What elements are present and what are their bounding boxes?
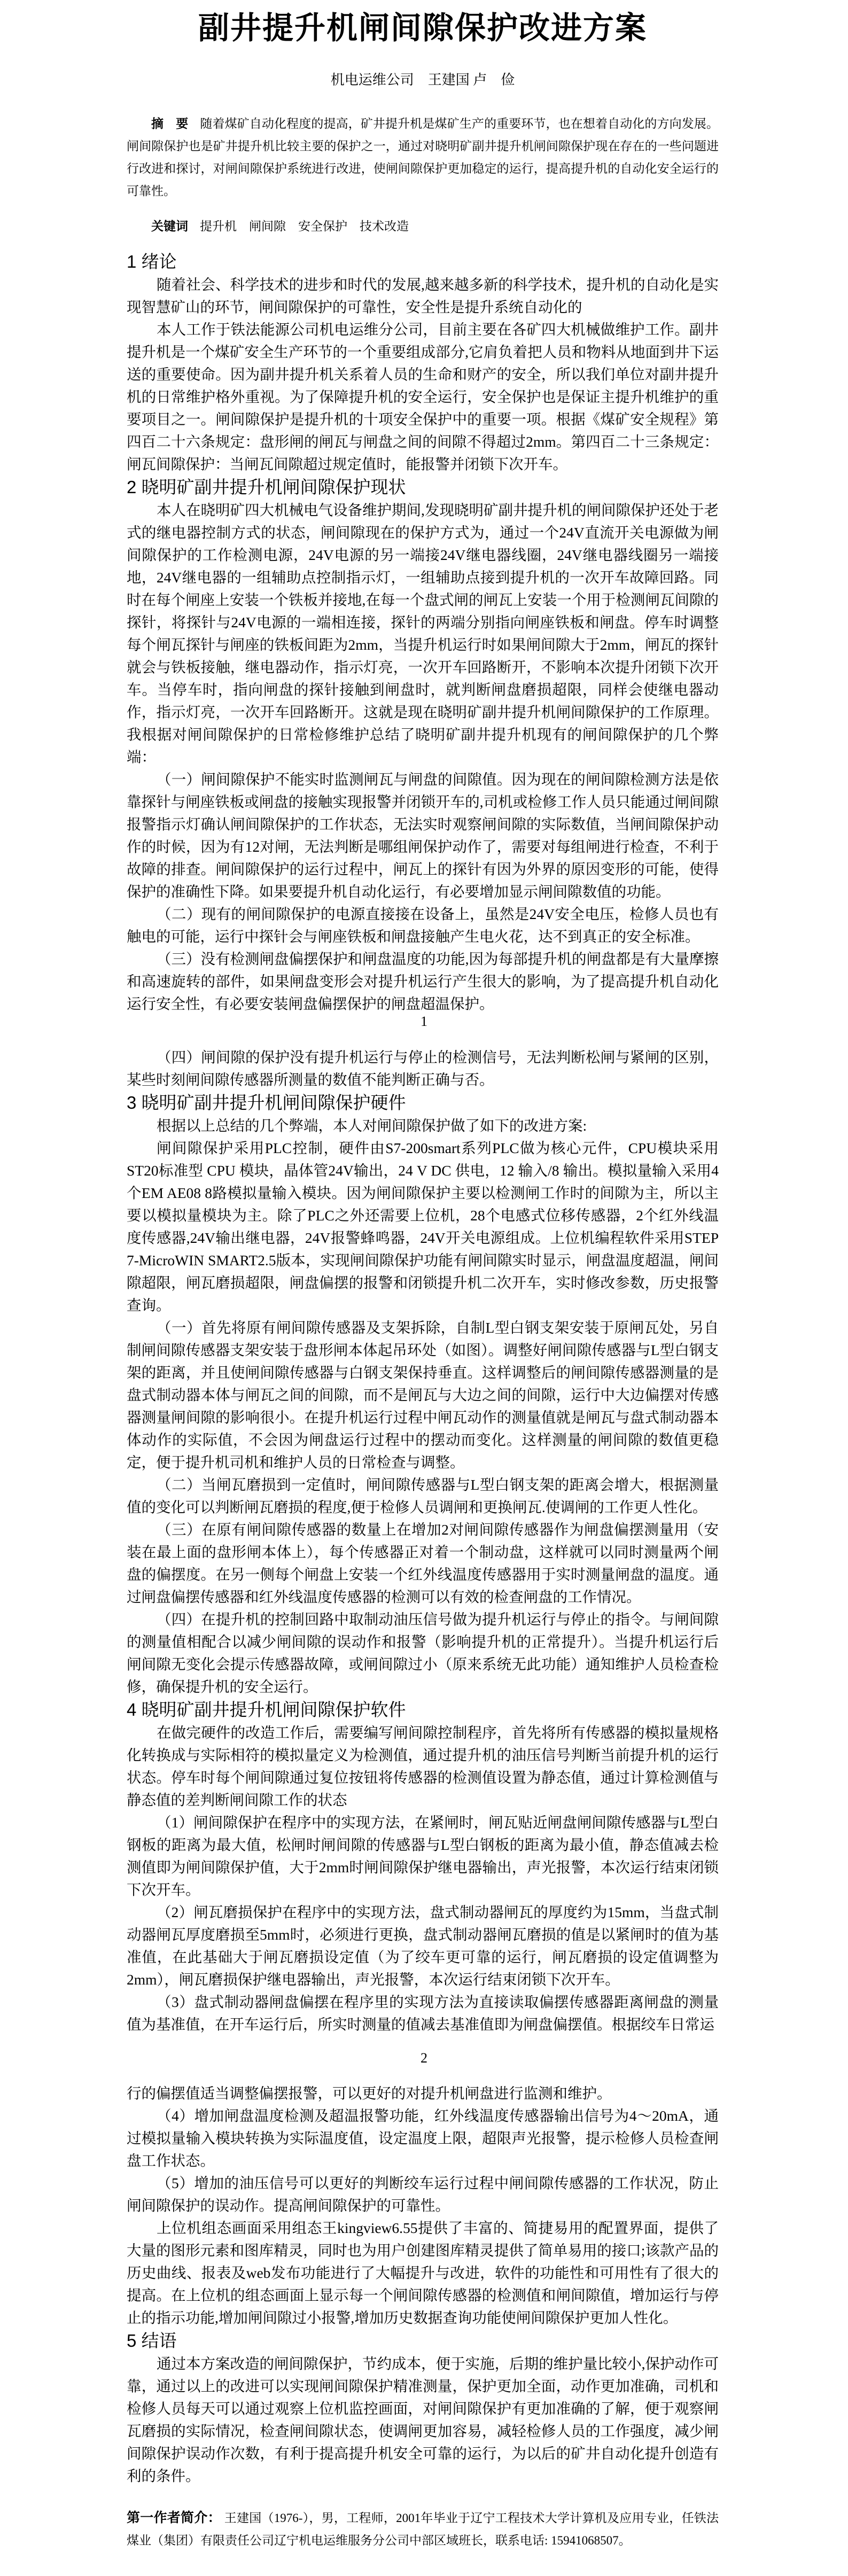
section-heading-2-status: 2 晓明矿副井提升机闸间隙保护现状 bbox=[127, 477, 406, 497]
paragraph: （二）当闸瓦磨损到一定值时，闸间隙传感器与L型白钢支架的距离会增大，根据测量值的变化可以判断闸瓦磨损的程度,便于检修人员调闸和更换闸瓦.使调闸的工作更人性化。 bbox=[127, 1476, 719, 1515]
paragraph: （三）没有检测闸盘偏摆保护和闸盘温度的功能,因为每部提升机的闸盘都是有大量摩擦和高速旋转的部件，如果闸盘变形会对提升机运行产生很大的影响，为了提高提升机自动化运行安全性，有必要安装闸盘偏摆保护的闸盘超温保护。 bbox=[127, 951, 719, 1012]
paragraph: （5）增加的油压信号可以更好的判断绞车运行过程中闸间隙传感器的工作状况，防止闸间隙保护的误动作。提高闸间隙保护的可靠性。 bbox=[127, 2175, 719, 2214]
author-bio bbox=[127, 2507, 719, 2552]
byline: 机电运维公司 王建国 卢 俭 bbox=[330, 72, 515, 88]
section-heading-1-intro: 1 绪论 bbox=[127, 252, 177, 271]
paragraph: 闸间隙保护采用PLC控制，硬件由S7-200smart系列PLC做为核心元件，CPU模块采用ST20标准型 CPU 模块，晶体管24V输出，24 V DC 供电，12 输入/8 输出。模拟量输入采用4个EM AE08 8路模拟量输入模块。因为闸间隙保护主要以检测闸工作时的间隙为主，所以主要以模拟量模块为主。除了PLC之外还需要上位机，28个电感式位移传感器，2个红外线温度传感器,24V输出继电器，24V报警蜂鸣器，24V开关电源组成。上位机编程软件采用STEP 7-MicroWIN SMART2.5版本，实现闸间隙保护功能有闸间隙实时显示，闸盘温度超温，闸间隙超限，闸瓦磨损超限，闸盘偏摆的报警和闭锁提升机二次开车，实时修改参数，历史报警查询。 bbox=[127, 1140, 719, 1313]
doc-title: 副井提升机闸间隙保护改进方案 bbox=[198, 11, 647, 45]
page-number-1: 1 bbox=[421, 1014, 427, 1029]
page-3 bbox=[0, 2073, 848, 2576]
paragraph: 通过本方案改造的闸间隙保护，节约成本，便于实施，后期的维护量比较小,保护动作可靠，通过以上的改进可以实现闸间隙保护精准测量，保护更加全面，动作更加准确，司机和检修人员每天可以通过观察上位机监控画面，对闸间隙保护有更加准确的了解，便于观察闸瓦磨损的实际情况，检查闸间隙状态，使调闸更加容易，减轻检修人员的工作强度，减少闸间隙保护误动作次数，有利于提高提升机安全可靠的运行，为以后的矿井自动化提升创造有利的条件。 bbox=[127, 2355, 719, 2484]
paragraph-continuation: 行的偏摆值适当调整偏摆报警，可以更好的对提升机闸盘进行监测和维护。 bbox=[127, 2085, 612, 2102]
paragraph: （3）盘式制动器闸盘偏摆在程序里的实现方法为直接读取偏摆传感器距离闸盘的测量值为基准值，在开车运行后，所实时测量的值减去基准值即为闸盘偏摆值。根据绞车日常运 bbox=[127, 1994, 719, 2033]
keywords bbox=[127, 215, 719, 238]
author-bio-text: 王建国（1976-），男，工程师，2001年毕业于辽宁工程技术大学计算机及应用专业，任铁法煤业（集团）有限责任公司辽宁机电运维服务分公司中部区域班长，联系电话: 15941068507。 bbox=[127, 2511, 719, 2547]
abstract bbox=[127, 112, 719, 203]
paragraph: （2）闸瓦磨损保护在程序中的实现方法，盘式制动器闸瓦的厚度约为15mm，当盘式制动器闸瓦厚度磨损至5mm时，必须进行更换，盘式制动器闸瓦磨损的值是以紧闸时的值为基准值，在此基础大于闸瓦磨损设定值（为了绞车更可靠的运行，闸瓦磨损的设定值调整为2mm），闸瓦磨损保护继电器输出，声光报警，本次运行结束闭锁下次开车。 bbox=[127, 1904, 719, 1988]
paragraph: （二）现有的闸间隙保护的电源直接接在设备上，虽然是24V安全电压，检修人员也有触电的可能，运行中探针会与闸座铁板和闸盘接触产生电火花，达不到真正的安全标准。 bbox=[127, 906, 719, 945]
page-1 bbox=[0, 0, 848, 1037]
paragraph: 在做完硬件的改造工作后，需要编写闸间隙控制程序，首先将所有传感器的模拟量规格化转换成与实际相符的模拟量定义为检测值，通过提升机的油压信号判断当前提升机的运行状态。停车时每个闸间隙通过复位按钮将传感器的检测值设置为静态值，通过计算检测值与静态值的差判断闸间隙工作的状态 bbox=[127, 1724, 719, 1808]
page-number-2: 2 bbox=[421, 2050, 427, 2066]
paragraph: （4）增加闸盘温度检测及超温报警功能，红外线温度传感器输出信号为4～20mA，通过模拟量输入模块转换为实际温度值，设定温度上限，超限声光报警，提示检修人员检查闸盘工作状态。 bbox=[127, 2107, 719, 2169]
paragraph: （四）在提升机的控制回路中取制动油压信号做为提升机运行与停止的指令。与闸间隙的测量值相配合以减少闸间隙的误动作和报警（影响提升机的正常提升）。当提升机运行后闸间隙无变化会提示传感器故障，或闸间隙过小（原来系统无此功能）通知维护人员检查检修，确保提升机的安全运行。 bbox=[127, 1611, 719, 1695]
keywords-text: 提升机 闸间隙 安全保护 技术改造 bbox=[200, 220, 409, 233]
page-2 bbox=[0, 1037, 848, 2073]
section-heading-4-software: 4 晓明矿副井提升机闸间隙保护软件 bbox=[127, 1700, 406, 1719]
paragraph: 本人在晓明矿四大机械电气设备维护期间,发现晓明矿副井提升机的闸间隙保护还处于老式的继电器控制方式的状态，闸间隙现在的保护方式为，通过一个24V直流开关电源做为闸间隙保护的工作检测电源，24V电源的另一端接24V继电器线圈，24V继电器线圈另一端接地，24V继电器的一组辅助点控制指示灯，一组辅助点接到提升机的一次开车故障回路。同时在每个闸座上安装一个铁板并接地,在每一个盘式闸的闸瓦上安装一个用于检测闸瓦间隙的探针，将探针与24V电源的一端相连接，探针的两端分别指向闸座铁板和闸盘。停车时调整每个闸瓦探针与闸座的铁板间距为2mm，当提升机运行时如果闸间隙大于2mm，闸瓦的探针就会与铁板接触，继电器动作，指示灯亮，一次开车回路断开，不影响本次提升闭锁下次开车。当停车时，指向闸盘的探针接触到闸盘时，就判断闸盘磨损超限，同样会使继电器动作，指示灯亮，一次开车回路断开。这就是现在晓明矿副井提升机闸间隙保护的工作原理。我根据对闸间隙保护的日常检修维护总结了晓明矿副井提升机现有的闸间隙保护的几个弊端： bbox=[127, 502, 719, 765]
paragraph: （四）闸间隙的保护没有提升机运行与停止的检测信号，无法判断松闸与紧闸的区别，某些时刻闸间隙传感器所测量的数值不能判断正确与否。 bbox=[127, 1049, 719, 1088]
paragraph: （一）首先将原有闸间隙传感器及支架拆除，自制L型白钢支架安装于原闸瓦处，另自制闸间隙传感器支架安装于盘形闸本体起吊环处（如图）。调整好闸间隙传感器与L型白钢支架的距离，并且使闸间隙传感器与白钢支架保持垂直。这样调整后的闸间隙传感器测量的是盘式制动器本体与闸瓦之间的间隙，而不是闸瓦与大边之间的间隙，运行中大边偏摆对传感器测量闸间隙的影响很小。在提升机运行过程中闸瓦动作的测量值就是闸瓦与盘式制动器本体动作的实际值，不会因为闸盘运行过程中的摆动而变化。这样测量的闸间隙的数值更稳定，便于提升机司机和维护人员的日常检查与调整。 bbox=[127, 1319, 719, 1470]
paragraph: （1）闸间隙保护在程序中的实现方法，在紧闸时，闸瓦贴近闸盘闸间隙传感器与L型白钢板的距离为最大值，松闸时闸间隙的传感器与L型白钢板的距离为最小值，静态值减去检测值即为闸间隙保护值，大于2mm时闸间隙保护继电器输出，声光报警，本次运行结束闭锁下次开车。 bbox=[127, 1814, 719, 1898]
paragraph: （一）闸间隙保护不能实时监测闸瓦与闸盘的间隙值。因为现在的闸间隙检测方法是依靠探针与闸座铁板或闸盘的接触实现报警并闭锁开车的,司机或检修工作人员只能通过闸间隙报警指示灯确认闸间隙保护的工作状态，无法实时观察闸间隙的实际数值，当闸间隙保护动作的时候，因为有12对闸，无法判断是哪组闸保护动作了，需要对每组闸进行检查，不利于故障的排查。闸间隙保护的运行过程中，闸瓦上的探针有因为外界的原因变形的可能，使得保护的准确性下降。如果要提升机自动化运行，有必要增加显示闸间隙数值的功能。 bbox=[127, 771, 719, 900]
paragraph: 随着社会、科学技术的进步和时代的发展,越来越多新的科学技术，提升机的自动化是实现智慧矿山的环节，闸间隙保护的可靠性，安全性是提升系统自动化的 bbox=[127, 276, 719, 315]
paragraph: 上位机组态画面采用组态王kingview6.55提供了丰富的、简捷易用的配置界面，提供了大量的图形元素和图库精灵，同时也为用户创建图库精灵提供了简单易用的接口;该款产品的历史曲线、报表及web发布功能进行了大幅提升与改进，软件的功能性和可用性有了很大的提高。在上位机的组态画面上显示每一个闸间隙传感器的检测值和闸间隙值，增加运行与停止的指示功能,增加闸间隙过小报警,增加历史数据查询功能使闸间隙保护更加人性化。 bbox=[127, 2220, 719, 2326]
section-heading-3-hardware: 3 晓明矿副井提升机闸间隙保护硬件 bbox=[127, 1093, 406, 1112]
author-bio-label: 第一作者简介： bbox=[127, 2510, 221, 2525]
paragraph: 根据以上总结的几个弊端，本人对闸间隙保护做了如下的改进方案: bbox=[157, 1117, 587, 1134]
abstract-label: 摘 要 bbox=[151, 116, 189, 130]
keywords-label: 关键词 bbox=[151, 219, 188, 233]
section-heading-5-conclusion: 5 结语 bbox=[127, 2331, 177, 2351]
abstract-text: 随着煤矿自动化程度的提高，矿井提升机是煤矿生产的重要环节，也在想着自动化的方向发展。闸间隙保护也是矿井提升机比较主要的保护之一，通过对晓明矿副井提升机闸间隙保护现在存在的一些问题进行改进和探讨，对闸间隙保护系统进行改进，使闸间隙保护更加稳定的运行，提高提升机的自动化安全运行的可靠性。 bbox=[127, 117, 719, 198]
paragraph: 本人工作于铁法能源公司机电运维分公司，目前主要在各矿四大机械做维护工作。副井提升机是一个煤矿安全生产环节的一个重要组成部分,它肩负着把人员和物料从地面到井下运送的重要使命。因为副井提升机关系着人员的生命和财产的安全，所以我们单位对副井提升机的日常维护格外重视。为了保障提升机的安全运行，安全保护也是保证主提升机维护的重要项目之一。闸间隙保护是提升机的十项安全保护中的重要一项。根据《煤矿安全规程》第四百二十六条规定：盘形闸的闸瓦与闸盘之间的间隙不得超过2mm。第四百二十三条规定：闸瓦间隙保护：当闸瓦间隙超过规定值时，能报警并闭锁下次开车。 bbox=[127, 321, 719, 472]
paragraph: （三）在原有闸间隙传感器的数量上在增加2对闸间隙传感器作为闸盘偏摆测量用（安装在最上面的盘形闸本体上），每个传感器正对着一个制动盘，这样就可以同时测量两个闸盘的偏摆度。在另一侧每个闸盘上安装一个红外线温度传感器用于实时测量闸盘的温度。通过闸盘偏摆传感器和红外线温度传感器的检测可以有效的检查闸盘的工作情况。 bbox=[127, 1521, 719, 1605]
